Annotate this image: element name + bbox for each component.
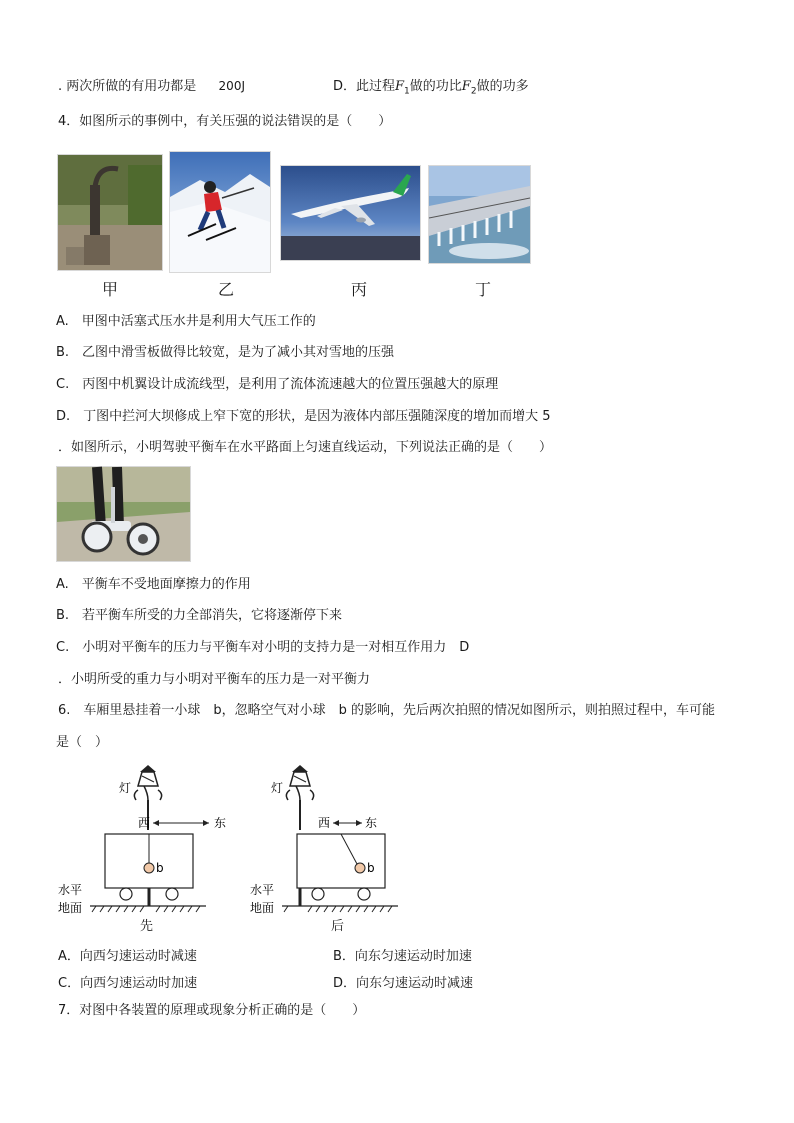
svg-text:水平: 水平 (250, 883, 275, 897)
q4-option-b: B. 乙图中滑雪板做得比较宽，是为了减小其对雪地的压强 (56, 345, 395, 360)
east-label: 东 (214, 816, 227, 830)
q3-option-d: D．此过程$F_1$做的功比$F_2$做的功多 (333, 79, 529, 97)
q4-stem: 4．如图所示的事例中，有关压强的说法错误的是（ ） (58, 114, 392, 129)
svg-text:地面: 地面 (250, 901, 275, 915)
dam-photo (428, 165, 531, 264)
caption-yi: 乙 (218, 280, 235, 299)
q5-option-a: A. 平衡车不受地面摩擦力的作用 (56, 577, 251, 592)
west-label: 西 (318, 816, 331, 830)
caption-after: 后 (331, 919, 345, 934)
caption-bing: 丙 (351, 280, 368, 299)
caption-before: 先 (140, 919, 154, 934)
airplane-photo (280, 165, 421, 261)
svg-text:b: b (156, 861, 164, 875)
q6-stem-line2: 是（ ） (56, 735, 109, 750)
q6-option-c: C．向西匀速运动时加速 (58, 976, 198, 991)
ski-photo (169, 151, 271, 273)
caption-ding: 丁 (475, 280, 492, 299)
east-label: 东 (365, 816, 378, 830)
lamp-icon (286, 765, 313, 830)
q3-option-c: . 两次所做的有用功都是 200J (58, 79, 245, 94)
q5-option-d: ．小明所受的重力与小明对平衡车的压力是一对平衡力 (58, 672, 371, 687)
q7-stem: 7．对图中各装置的原理或现象分析正确的是（ ） (58, 1003, 366, 1018)
pump-well-photo (57, 154, 163, 271)
svg-text:b: b (367, 861, 375, 875)
balance-scooter-photo (56, 466, 191, 562)
diagram-before (56, 760, 227, 940)
lamp-label: 灯 (271, 781, 284, 795)
ball-b (355, 863, 365, 873)
q5-option-b: B. 若平衡车所受的力全部消失，它将逐渐停下来 (56, 608, 343, 623)
svg-text:地面: 地面 (58, 901, 83, 915)
diagram-after (246, 760, 426, 940)
ball-b (144, 863, 154, 873)
q6-stem-line1: 6. 车厢里悬挂着一小球 b，忽略空气对小球 b 的影响，先后两次拍照的情况如图所示，则拍照过程中，车可能 (58, 703, 716, 718)
q6-option-a: A．向西匀速运动时减速 (58, 949, 197, 964)
q4-option-a: A. 甲图中活塞式压水井是利用大气压工作的 (56, 314, 316, 329)
q5-stem: ．如图所示，小明驾驶平衡车在水平路面上匀速直线运动，下列说法正确的是（ ） (58, 440, 553, 455)
lamp-label: 灯 (119, 781, 132, 795)
q6-option-b: B．向东匀速运动时加速 (333, 949, 472, 964)
q6-option-d: D．向东匀速运动时减速 (333, 976, 474, 991)
q5-option-c: C. 小明对平衡车的压力与平衡车对小明的支持力是一对相互作用力 D (56, 640, 470, 655)
svg-text:水平: 水平 (58, 883, 83, 897)
west-label: 西 (138, 816, 151, 830)
caption-jia: 甲 (102, 280, 119, 299)
q4-option-c: C. 丙图中机翼设计成流线型，是利用了流体流速越大的位置压强越大的原理 (56, 377, 499, 392)
q4-option-d: D. 丁图中拦河大坝修成上窄下宽的形状，是因为液体内部压强随深度的增加而增大 5 (56, 409, 551, 424)
